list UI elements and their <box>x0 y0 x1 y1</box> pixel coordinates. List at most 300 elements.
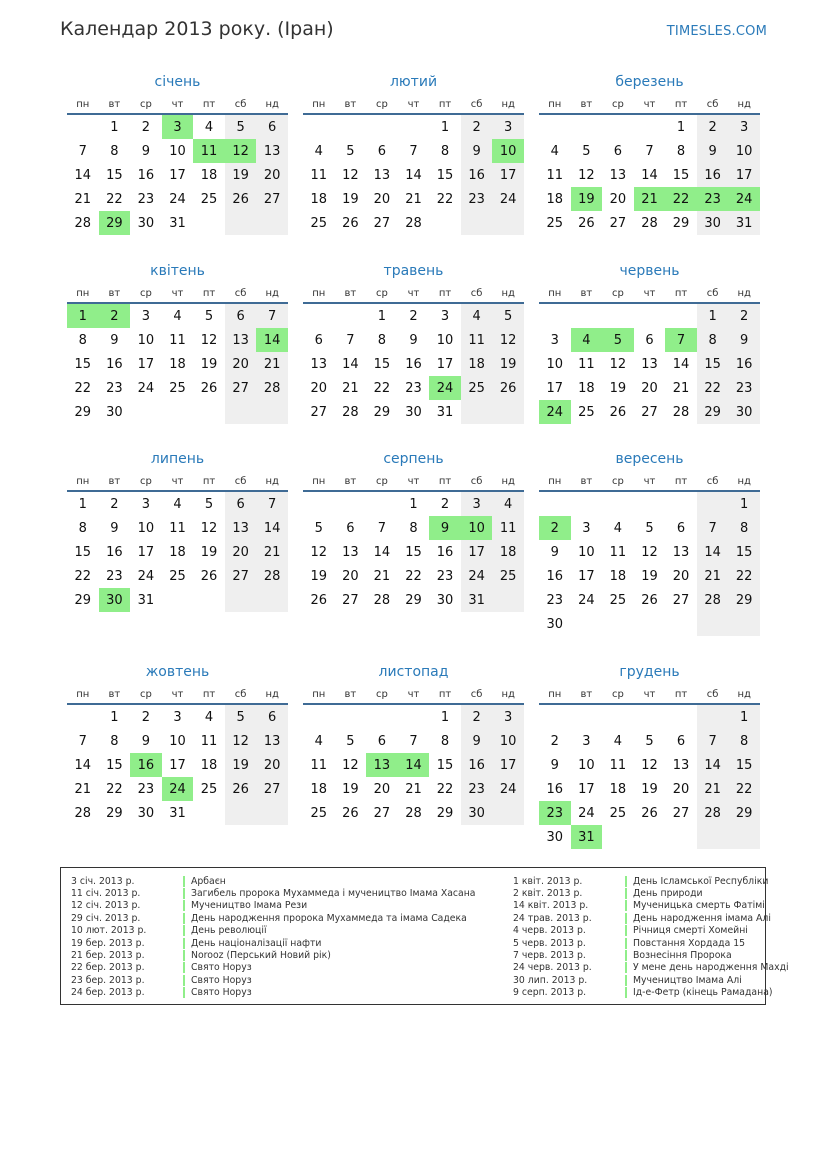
day-cell: 18 <box>310 191 328 207</box>
day-cell: 12 <box>641 757 658 773</box>
day-cell: 29 <box>74 404 92 420</box>
day-cell: 13 <box>256 729 288 753</box>
day-cell: 22 <box>436 191 454 207</box>
weekday-header: сб <box>225 685 257 704</box>
empty-cell <box>335 491 367 516</box>
empty-cell <box>256 400 288 424</box>
day-cell: 1 <box>440 709 450 725</box>
day-cell: 28 <box>74 805 92 821</box>
day-cell: 25 <box>492 564 524 588</box>
day-cell: 24 <box>539 400 571 424</box>
day-cell: 3 <box>440 308 450 324</box>
day-cell: 8 <box>409 520 418 536</box>
day-cell: 18 <box>546 191 564 207</box>
day-cell: 4 <box>173 496 182 512</box>
empty-cell <box>634 612 666 636</box>
day-cell: 23 <box>728 376 760 400</box>
day-cell: 17 <box>728 163 760 187</box>
day-cell: 17 <box>492 753 524 777</box>
day-cell: 4 <box>204 119 214 135</box>
day-cell: 24 <box>578 592 595 608</box>
day-cell: 19 <box>571 187 603 211</box>
weekday-header: сб <box>225 284 257 303</box>
day-cell: 12 <box>578 167 595 183</box>
day-cell: 14 <box>697 540 729 564</box>
day-cell: 11 <box>578 356 595 372</box>
day-cell: 5 <box>582 143 591 159</box>
day-cell: 20 <box>641 380 658 396</box>
holiday-row <box>71 949 476 961</box>
weekday-header: вт <box>335 685 367 704</box>
holiday-list-left <box>71 875 476 999</box>
day-cell: 20 <box>672 781 690 797</box>
weekday-header: вт <box>99 472 131 491</box>
day-cell: 6 <box>613 143 623 159</box>
day-cell: 26 <box>641 592 658 608</box>
day-cell: 12 <box>609 356 627 372</box>
day-cell: 15 <box>106 757 123 773</box>
holiday-name: Мучеництво Імама Рези <box>191 900 308 912</box>
weekday-header: пт <box>665 472 697 491</box>
weekday-header: ср <box>602 95 634 114</box>
day-cell: 14 <box>405 167 422 183</box>
day-cell: 2 <box>141 709 151 725</box>
day-cell: 26 <box>609 404 627 420</box>
weekday-header: чт <box>162 95 194 114</box>
day-cell: 9 <box>110 332 119 348</box>
holiday-marker <box>183 938 185 949</box>
day-cell: 30 <box>405 404 422 420</box>
empty-cell <box>539 114 571 139</box>
empty-cell <box>571 303 603 328</box>
day-cell: 5 <box>346 143 355 159</box>
day-cell: 31 <box>169 805 186 821</box>
weekday-header: нд <box>256 284 288 303</box>
day-cell: 23 <box>436 568 454 584</box>
day-cell: 28 <box>641 215 658 231</box>
day-cell: 5 <box>602 328 634 352</box>
day-cell: 9 <box>550 757 559 773</box>
day-cell: 8 <box>110 143 119 159</box>
day-cell: 1 <box>409 496 418 512</box>
empty-cell <box>461 400 493 424</box>
empty-cell <box>461 211 493 235</box>
weekday-header: вт <box>99 284 131 303</box>
day-cell: 19 <box>342 191 359 207</box>
holiday-marker <box>183 888 185 899</box>
empty-cell <box>193 400 225 424</box>
month-name: червень <box>619 263 680 279</box>
day-cell: 7 <box>697 516 729 540</box>
day-cell: 4 <box>314 143 323 159</box>
empty-cell <box>571 704 603 729</box>
weekday-header: чт <box>398 472 430 491</box>
day-cell: 3 <box>492 704 524 729</box>
holiday-date: 7 черв. 2013 р. <box>513 950 586 962</box>
day-cell: 3 <box>461 491 493 516</box>
empty-cell <box>602 825 634 849</box>
day-cell: 1 <box>697 303 729 328</box>
holiday-marker <box>625 900 627 911</box>
weekday-header: пт <box>429 685 461 704</box>
empty-cell <box>225 211 257 235</box>
day-cell: 22 <box>728 777 760 801</box>
day-cell: 18 <box>609 781 627 797</box>
day-cell: 23 <box>539 801 571 825</box>
holiday-name: Арбаєн <box>191 875 226 887</box>
day-cell: 3 <box>582 733 591 749</box>
day-cell: 24 <box>137 380 155 396</box>
weekday-header: пт <box>193 95 225 114</box>
day-cell: 18 <box>200 757 218 773</box>
day-cell: 23 <box>106 380 123 396</box>
holiday-row <box>513 974 789 986</box>
day-cell: 24 <box>492 187 524 211</box>
empty-cell <box>602 491 634 516</box>
holiday-date: 5 черв. 2013 р. <box>513 937 586 949</box>
day-cell: 7 <box>256 303 288 328</box>
empty-cell <box>366 114 398 139</box>
month-grid <box>303 685 524 825</box>
month-10 <box>67 662 288 825</box>
day-cell: 19 <box>225 753 257 777</box>
day-cell: 14 <box>342 356 359 372</box>
empty-cell <box>366 704 398 729</box>
day-cell: 22 <box>405 568 422 584</box>
empty-cell <box>335 303 367 328</box>
holiday-row <box>71 937 476 949</box>
day-cell: 23 <box>405 380 422 396</box>
empty-cell <box>398 114 430 139</box>
day-cell: 1 <box>676 119 686 135</box>
day-cell: 28 <box>672 404 690 420</box>
weekday-header: нд <box>492 95 524 114</box>
day-cell: 23 <box>137 781 155 797</box>
day-cell: 3 <box>173 709 182 725</box>
day-cell: 24 <box>169 191 186 207</box>
day-cell: 28 <box>74 215 92 231</box>
day-cell: 18 <box>200 167 218 183</box>
day-cell: 7 <box>409 733 418 749</box>
day-cell: 25 <box>609 592 627 608</box>
day-cell: 15 <box>373 356 391 372</box>
weekday-header: пн <box>67 472 99 491</box>
empty-cell <box>492 588 524 612</box>
day-cell: 16 <box>137 167 155 183</box>
day-cell: 18 <box>169 356 186 372</box>
weekday-header: нд <box>728 472 760 491</box>
day-cell: 13 <box>342 544 359 560</box>
holiday-row <box>513 925 789 937</box>
day-cell: 26 <box>578 215 595 231</box>
day-cell: 3 <box>492 114 524 139</box>
empty-cell <box>634 491 666 516</box>
day-cell: 2 <box>539 516 571 540</box>
day-cell: 1 <box>110 119 119 135</box>
month-3 <box>539 72 760 235</box>
holiday-marker <box>183 900 185 911</box>
empty-cell <box>697 825 729 849</box>
weekday-header: ср <box>366 284 398 303</box>
day-cell: 26 <box>310 592 328 608</box>
holiday-marker <box>625 938 627 949</box>
day-cell: 25 <box>578 404 595 420</box>
day-cell: 26 <box>200 568 218 584</box>
day-cell: 3 <box>162 114 194 139</box>
day-cell: 5 <box>204 496 214 512</box>
day-cell: 4 <box>613 520 623 536</box>
holiday-row <box>71 887 476 899</box>
day-cell: 6 <box>377 733 387 749</box>
day-cell: 8 <box>110 733 119 749</box>
weekday-header: сб <box>225 472 257 491</box>
holiday-row <box>513 962 789 974</box>
day-cell: 21 <box>405 781 422 797</box>
day-cell: 7 <box>256 491 288 516</box>
day-cell: 15 <box>74 356 92 372</box>
holiday-name: День революції <box>191 925 267 937</box>
day-cell: 27 <box>609 215 627 231</box>
holiday-list <box>60 867 789 1005</box>
day-cell: 8 <box>728 516 760 540</box>
holiday-row <box>71 900 476 912</box>
holiday-name: День націоналізації нафти <box>191 937 322 949</box>
day-cell: 2 <box>697 114 729 139</box>
day-cell: 6 <box>256 114 288 139</box>
holiday-name: Norooz (Перський Новий рік) <box>191 950 331 962</box>
day-cell: 25 <box>310 805 328 821</box>
empty-cell <box>697 491 729 516</box>
weekday-header: нд <box>492 472 524 491</box>
holiday-marker <box>625 962 627 973</box>
empty-cell <box>571 612 603 636</box>
day-cell: 1 <box>728 491 760 516</box>
day-cell: 27 <box>672 592 690 608</box>
day-cell: 6 <box>676 733 686 749</box>
day-cell: 25 <box>546 215 564 231</box>
weekday-header: чт <box>634 284 666 303</box>
day-cell: 1 <box>78 496 87 512</box>
day-cell: 5 <box>225 114 257 139</box>
empty-cell <box>225 400 257 424</box>
day-cell: 16 <box>546 781 564 797</box>
day-cell: 2 <box>141 119 151 135</box>
holiday-row <box>71 912 476 924</box>
day-cell: 4 <box>613 733 623 749</box>
day-cell: 9 <box>461 729 493 753</box>
day-cell: 4 <box>314 733 323 749</box>
weekday-header: пн <box>67 685 99 704</box>
weekday-header: сб <box>461 95 493 114</box>
weekday-header: вт <box>571 95 603 114</box>
empty-cell <box>634 704 666 729</box>
day-cell: 24 <box>137 568 155 584</box>
weekday-header: ср <box>366 685 398 704</box>
weekday-header: пт <box>193 472 225 491</box>
empty-cell <box>398 704 430 729</box>
day-cell: 30 <box>697 211 729 235</box>
day-cell: 5 <box>314 520 323 536</box>
holiday-date: 19 бер. 2013 р. <box>71 937 145 949</box>
day-cell: 27 <box>373 805 391 821</box>
holiday-marker <box>625 913 627 924</box>
day-cell: 19 <box>609 380 627 396</box>
day-cell: 15 <box>106 167 123 183</box>
weekday-header: пн <box>303 284 335 303</box>
weekday-header: ср <box>130 472 162 491</box>
day-cell: 21 <box>697 564 729 588</box>
day-cell: 29 <box>373 404 391 420</box>
day-cell: 21 <box>256 540 288 564</box>
day-cell: 3 <box>550 332 559 348</box>
day-cell: 10 <box>461 516 493 540</box>
day-cell: 13 <box>225 328 257 352</box>
weekday-header: пн <box>67 284 99 303</box>
day-cell: 25 <box>461 376 493 400</box>
holiday-marker <box>625 987 627 998</box>
day-cell: 13 <box>672 757 690 773</box>
day-cell: 8 <box>697 328 729 352</box>
day-cell: 9 <box>697 139 729 163</box>
holiday-date: 24 черв. 2013 р. <box>513 962 592 974</box>
day-cell: 13 <box>256 139 288 163</box>
day-cell: 23 <box>137 191 155 207</box>
day-cell: 1 <box>67 303 99 328</box>
month-name: серпень <box>383 451 444 467</box>
day-cell: 11 <box>492 516 524 540</box>
weekday-header: нд <box>256 472 288 491</box>
day-cell: 2 <box>461 114 493 139</box>
weekday-header: пт <box>665 685 697 704</box>
holiday-name: Повстання Хордада 15 <box>633 937 746 949</box>
day-cell: 12 <box>200 332 218 348</box>
month-grid <box>67 284 288 424</box>
day-cell: 7 <box>665 328 697 352</box>
day-cell: 5 <box>225 704 257 729</box>
day-cell: 22 <box>697 376 729 400</box>
day-cell: 11 <box>200 733 218 749</box>
day-cell: 19 <box>492 352 524 376</box>
empty-cell <box>665 491 697 516</box>
weekday-header: пт <box>429 472 461 491</box>
weekday-header: пн <box>539 95 571 114</box>
month-name: жовтень <box>145 664 210 680</box>
day-cell: 30 <box>546 829 564 845</box>
day-cell: 14 <box>697 753 729 777</box>
day-cell: 20 <box>672 568 690 584</box>
month-name: вересень <box>615 451 684 467</box>
day-cell: 10 <box>728 139 760 163</box>
day-cell: 12 <box>310 544 328 560</box>
day-cell: 5 <box>346 733 355 749</box>
day-cell: 4 <box>550 143 559 159</box>
day-cell: 10 <box>137 520 155 536</box>
day-cell: 22 <box>665 187 697 211</box>
day-cell: 16 <box>546 568 564 584</box>
empty-cell <box>492 211 524 235</box>
day-cell: 14 <box>398 753 430 777</box>
holiday-marker <box>183 913 185 924</box>
day-cell: 26 <box>342 215 359 231</box>
day-cell: 6 <box>225 491 257 516</box>
day-cell: 11 <box>546 167 564 183</box>
day-cell: 13 <box>366 753 398 777</box>
holiday-name: Свято Норуз <box>191 962 252 974</box>
weekday-header: пн <box>539 284 571 303</box>
month-name: квітень <box>150 263 205 279</box>
day-cell: 20 <box>225 540 257 564</box>
day-cell: 6 <box>645 332 654 348</box>
day-cell: 27 <box>256 187 288 211</box>
day-cell: 14 <box>373 544 391 560</box>
empty-cell <box>634 303 666 328</box>
holiday-date: 4 черв. 2013 р. <box>513 925 586 937</box>
day-cell: 12 <box>225 139 257 163</box>
day-cell: 18 <box>310 781 328 797</box>
day-cell: 27 <box>310 404 328 420</box>
holiday-marker <box>625 975 627 986</box>
day-cell: 30 <box>728 400 760 424</box>
month-name: січень <box>154 74 201 90</box>
holiday-name: Свято Норуз <box>191 974 252 986</box>
day-cell: 23 <box>461 187 493 211</box>
weekday-header: нд <box>256 95 288 114</box>
holiday-row <box>513 900 789 912</box>
day-cell: 13 <box>373 167 391 183</box>
holiday-row <box>513 937 789 949</box>
empty-cell <box>492 801 524 825</box>
day-cell: 27 <box>225 376 257 400</box>
day-cell: 21 <box>405 191 422 207</box>
day-cell: 10 <box>546 356 564 372</box>
day-cell: 13 <box>641 356 658 372</box>
day-cell: 11 <box>169 332 186 348</box>
day-cell: 16 <box>436 544 454 560</box>
holiday-marker <box>183 925 185 936</box>
day-cell: 15 <box>697 352 729 376</box>
day-cell: 16 <box>106 356 123 372</box>
holiday-row <box>513 987 789 999</box>
weekday-header: ср <box>130 284 162 303</box>
day-cell: 6 <box>314 332 323 348</box>
weekday-header: пт <box>665 95 697 114</box>
day-cell: 29 <box>99 211 131 235</box>
day-cell: 25 <box>200 781 218 797</box>
day-cell: 8 <box>440 143 450 159</box>
month-grid <box>67 472 288 612</box>
day-cell: 9 <box>409 332 418 348</box>
day-cell: 29 <box>728 588 760 612</box>
brand-link[interactable]: TIMESLES.COM <box>666 24 767 39</box>
holiday-date: 10 лют. 2013 р. <box>71 925 147 937</box>
day-cell: 11 <box>310 167 328 183</box>
day-cell: 19 <box>310 568 328 584</box>
day-cell: 3 <box>728 114 760 139</box>
day-cell: 7 <box>346 332 355 348</box>
weekday-header: сб <box>697 284 729 303</box>
day-cell: 4 <box>173 308 182 324</box>
day-cell: 29 <box>405 592 422 608</box>
empty-cell <box>303 114 335 139</box>
day-cell: 1 <box>377 308 387 324</box>
day-cell: 28 <box>697 801 729 825</box>
day-cell: 26 <box>200 380 218 396</box>
day-cell: 24 <box>578 805 595 821</box>
weekday-header: пт <box>429 284 461 303</box>
day-cell: 30 <box>461 801 493 825</box>
holiday-date: 30 лип. 2013 р. <box>513 974 588 986</box>
holiday-row <box>71 875 476 887</box>
